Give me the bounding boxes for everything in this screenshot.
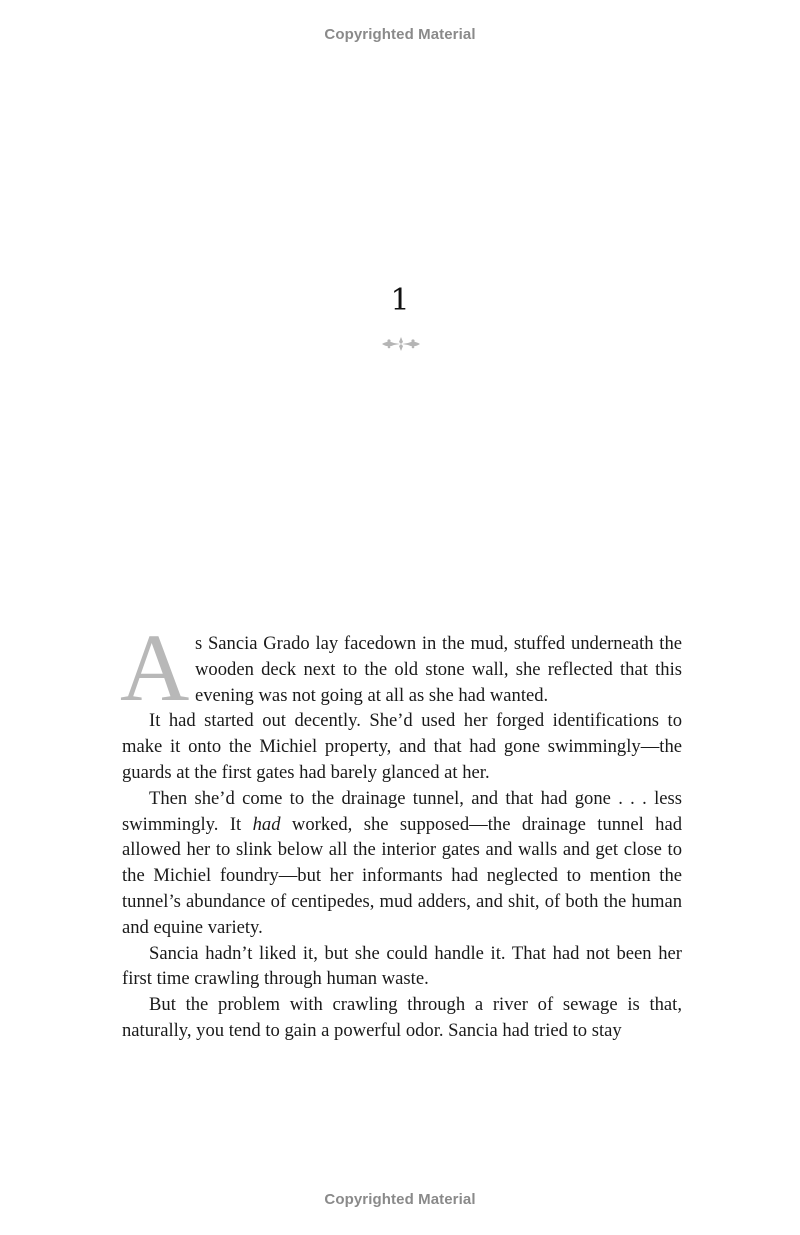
drop-cap: A [120,614,190,721]
copyright-watermark-top: Copyrighted Material [324,26,476,43]
paragraph-opening-text: s Sancia Grado lay facedown in the mud, stuffed underneath the wooden deck next to the old stone wall, she reflected that this evening was not going at all as she had wanted. [195,633,682,706]
paragraph: Sancia hadn’t liked it, but she could handle it. That had not been her first time crawling through human waste. [122,942,682,990]
paragraph: It had started out decently. She’d used her forged identifications to make it onto the Michiel property, and that had gone swimmingly—the guards at the first gates had barely glanced at her. [122,710,682,783]
paragraph [122,786,682,941]
copyright-watermark-bottom: Copyrighted Material [324,1191,476,1208]
drop-cap-box [120,614,195,721]
paragraph-opening [120,614,682,721]
chapter-number: 1 [390,283,410,318]
fleuron-ornament-icon [380,336,422,352]
chapter-body [120,614,683,1044]
paragraph-text: worked, she supposed—the drainage tunnel had allowed her to slink below all the interior gates and walls and get close to the Michiel foundry—but her informants had neglected to mention the tunnel’s abundance of centipedes, mud adders, and shit, of both the human and equine variety. [122,813,683,938]
paragraph: But the problem with crawling through a river of sewage is that, naturally, you tend to gain a powerful odor. Sancia had tried to stay [122,994,682,1041]
emphasis-text: had [252,813,281,835]
paragraph-text: Then she’d come to the drainage tunnel, and that had gone . . . less swimmingly. It [122,787,682,835]
